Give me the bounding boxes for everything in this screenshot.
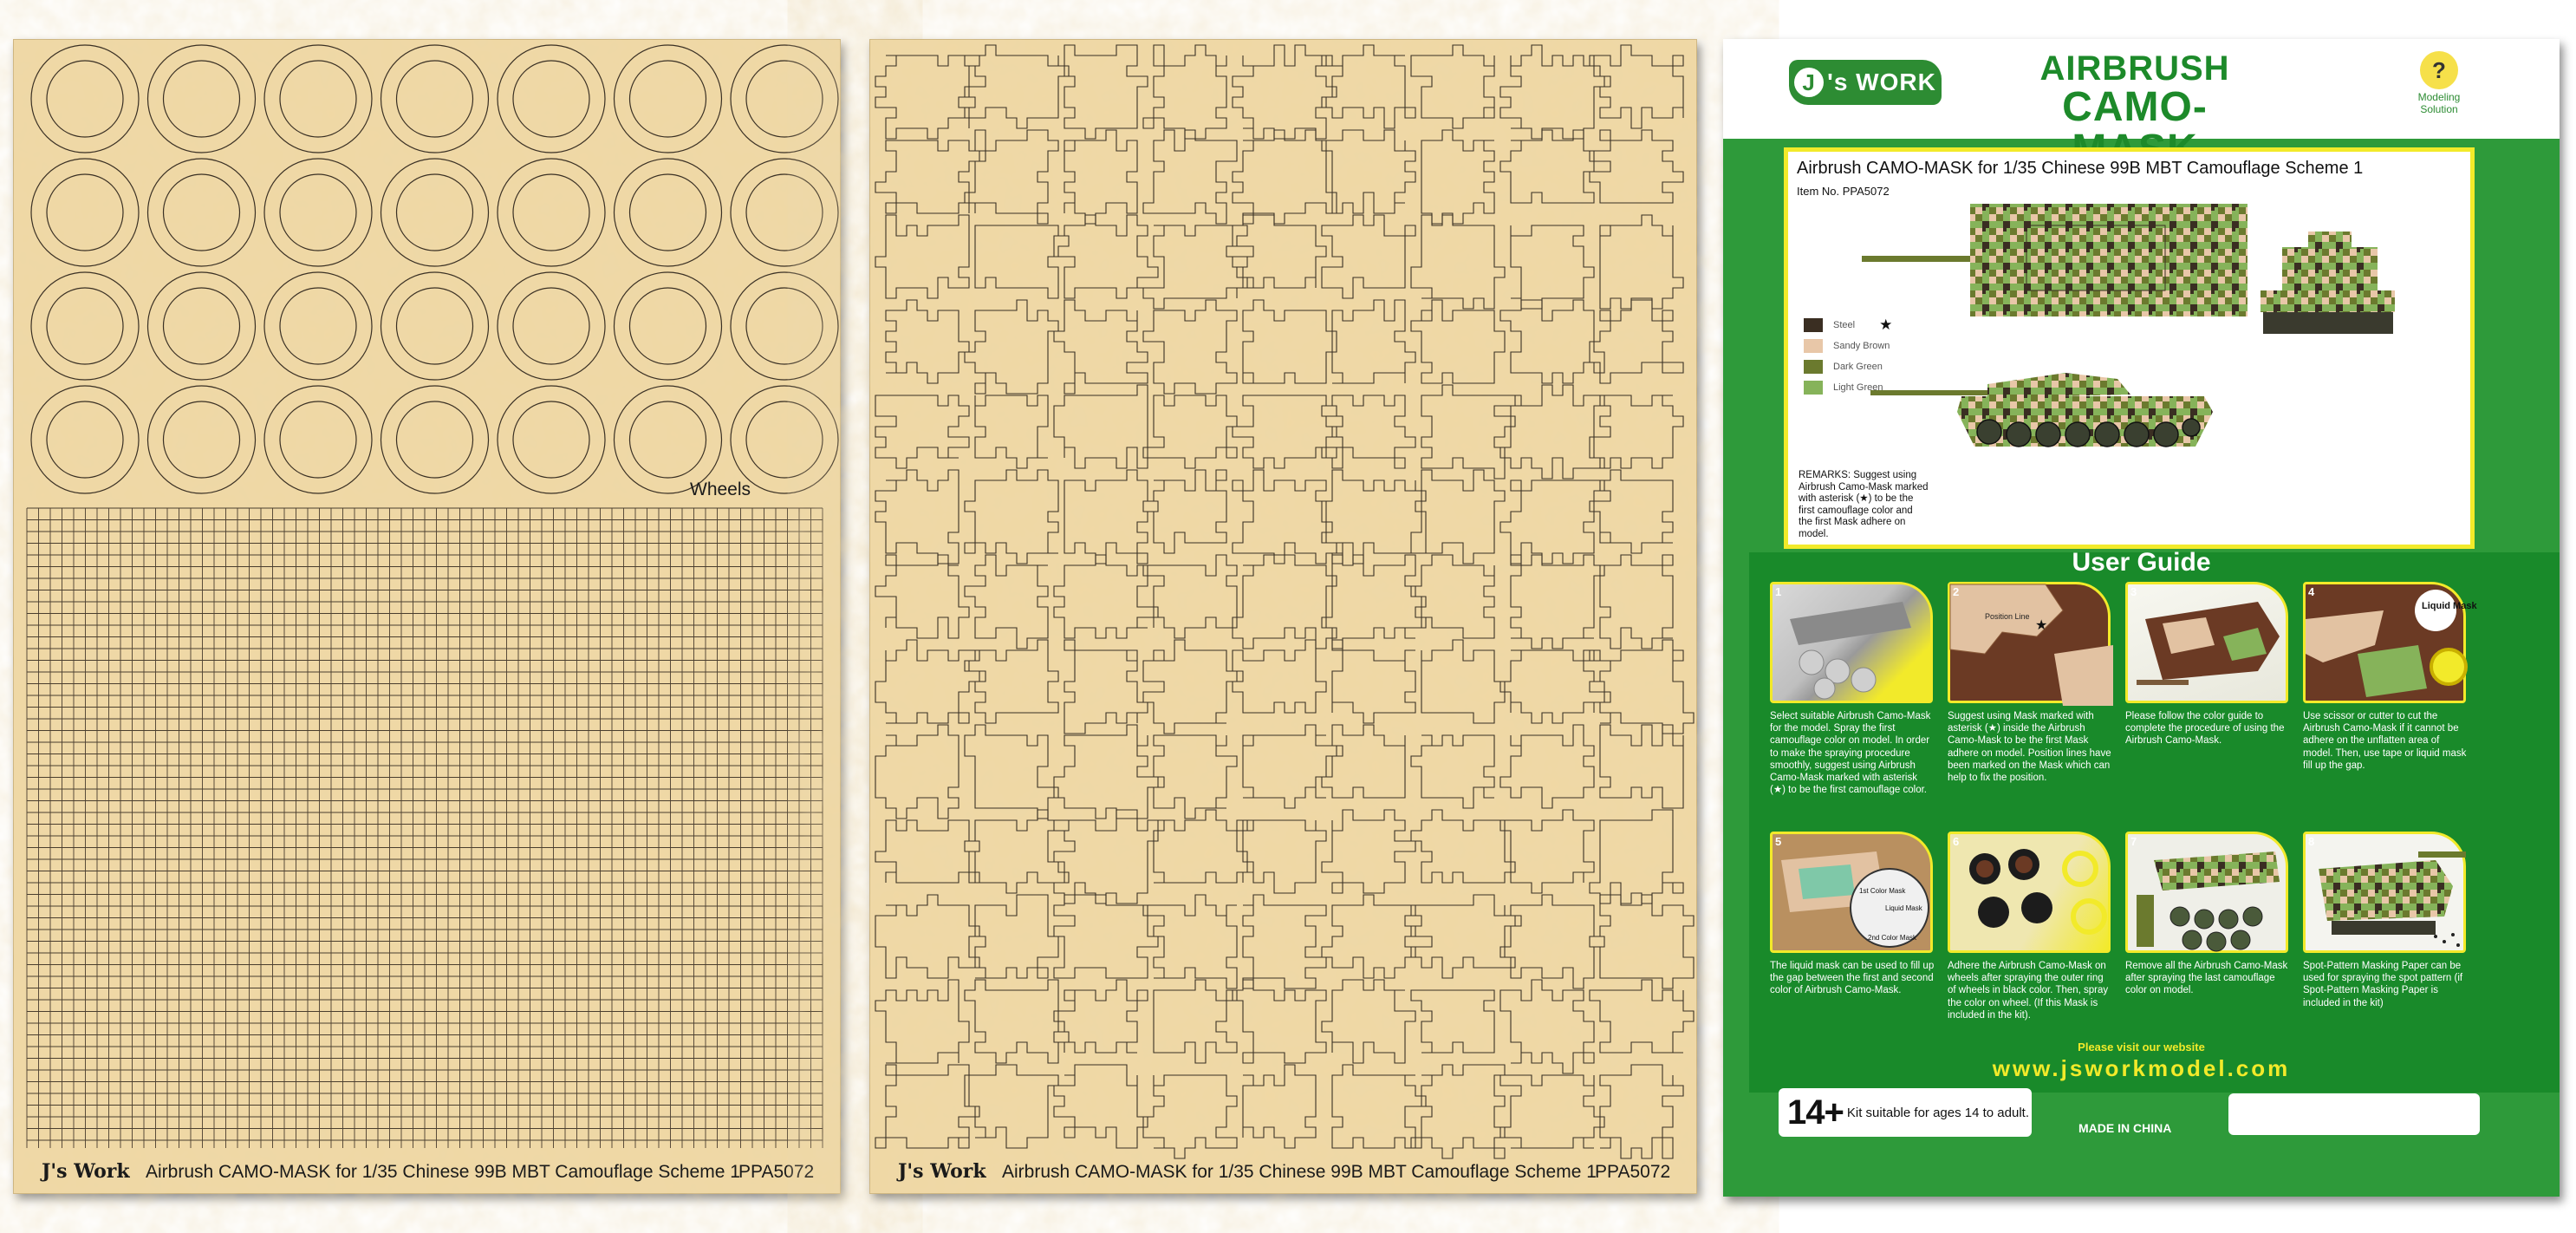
guide-step-2: [1948, 582, 2112, 784]
wheel-mask-ring: [746, 61, 823, 137]
camo-mask-piece: [1233, 980, 1326, 1063]
camo-mask-piece: [1600, 215, 1683, 309]
wheel-mask-ring: [280, 174, 356, 251]
camo-mask-piece: [965, 300, 1058, 394]
camo-mask-piece: [1322, 555, 1426, 649]
camo-mask-piece: [875, 895, 979, 978]
modeling-line-1: Modeling: [2417, 91, 2461, 103]
step-text: Please follow the color guide to complete the procedure of using the Airbrush Camo-Mask.: [2125, 711, 2285, 747]
step-text: Spot-Pattern Masking Paper can be used for spraying the spot pattern (if Spot-Pattern Masking Paper is included in the kit): [2303, 961, 2463, 1008]
step-number: 8: [2308, 835, 2315, 848]
step-number: 5: [1775, 835, 1782, 848]
wheel-mask-ring: [280, 288, 356, 364]
camo-mask-piece: [1322, 810, 1415, 893]
camo-mask-piece: [1411, 300, 1505, 383]
camo-mask-piece: [1411, 990, 1494, 1053]
camo-mask-piece: [1600, 725, 1683, 808]
guide-step-3: [2125, 582, 2290, 747]
camo-mask-piece: [1233, 45, 1337, 139]
camo-mask-piece: [1143, 1075, 1237, 1158]
color-swatch-steel: [1804, 318, 1823, 332]
camo-mask-piece: [1143, 395, 1237, 468]
color-swatch-sandy-brown: [1804, 339, 1823, 353]
camo-mask-piece: [875, 215, 969, 298]
wheel-mask-ring: [746, 174, 823, 251]
camo-mask-piece: [1590, 130, 1683, 203]
camo-pattern-pieces: [870, 40, 1696, 1158]
step-text: Select suitable Airbrush Camo-Mask for the model. Spray the first camouflage color on model. In order to make the spraying procedure smoothly, suggest using Airbrush Camo-Mask marked with asterisk (★) to be the first camouflage color.: [1770, 711, 1931, 796]
liquid-mask-label-2: Liquid Mask: [1885, 904, 1922, 912]
camo-mask-piece: [875, 470, 959, 564]
barcode-area: [2228, 1093, 2480, 1135]
camo-mask-piece: [965, 980, 1069, 1063]
camo-mask-piece: [1500, 1075, 1604, 1148]
step-number: 2: [1953, 585, 1960, 598]
camo-mask-piece: [1600, 555, 1673, 649]
wheel-mask-ring: [164, 288, 240, 364]
liquid-mask-label: Liquid Mask: [2422, 601, 2477, 611]
camo-mask-piece: [1421, 640, 1505, 723]
guide-step-8: [2303, 832, 2468, 1009]
camo-mask-piece: [1054, 215, 1158, 298]
wheel-mask-ring: [630, 174, 706, 251]
legend-label: Steel: [1833, 320, 1856, 330]
panel-title: Airbrush CAMO-MASK for 1/35 Chinese 99B MBT Camouflage Scheme 1: [1797, 159, 2364, 178]
wheel-mask-ring: [47, 288, 123, 364]
camo-mask-piece: [1233, 395, 1337, 468]
made-in-label: MADE IN CHINA: [2078, 1121, 2172, 1135]
camo-mask-piece: [1322, 725, 1405, 798]
step-photo: [1770, 582, 1933, 703]
camo-mask-piece: [875, 980, 969, 1063]
camo-mask-piece: [1243, 1065, 1316, 1148]
grid-mask: [27, 508, 837, 1154]
camo-mask-piece: [1590, 810, 1683, 904]
age-rating-text: Kit suitable for ages 14 to adult.: [1846, 1105, 2029, 1120]
camo-mask-piece: [1332, 640, 1415, 723]
wheel-mask-ring: [280, 61, 356, 137]
camo-mask-piece: [875, 395, 969, 468]
wheel-mask-ring: [746, 288, 823, 364]
first-color-mask-label: 1st Color Mask: [1859, 887, 1906, 895]
camo-mask-piece: [1322, 215, 1415, 298]
camo-mask-piece: [1590, 980, 1694, 1053]
wheel-mask-ring: [746, 401, 823, 478]
step-text: Adhere the Airbrush Camo-Mask on wheels after spraying the outer ring of wheels in black color. Then, spray the color on wheel. (If this Mask is included in the kit).: [1948, 961, 2109, 1021]
step-number: 4: [2308, 585, 2315, 598]
camo-mask-piece: [1154, 810, 1247, 883]
camo-mask-piece: [1322, 980, 1415, 1063]
camo-mask-piece: [875, 1065, 979, 1148]
camo-mask-piece: [1411, 735, 1494, 808]
step-photo: [2303, 832, 2466, 953]
wheel-mask-ring: [513, 288, 589, 364]
camo-mask-piece: [1054, 555, 1158, 638]
age-rating: 14+: [1787, 1093, 1844, 1132]
camo-mask-piece: [1243, 300, 1337, 383]
user-guide-title: User Guide: [2072, 548, 2211, 577]
camo-mask-piece: [965, 470, 1058, 564]
camo-mask-piece: [965, 45, 1069, 128]
modeling-line-2: Solution: [2420, 103, 2458, 115]
wheel-mask-ring: [397, 401, 473, 478]
camo-mask-piece: [875, 55, 979, 139]
wheel-mask-ring: [164, 401, 240, 478]
camo-mask-piece: [975, 895, 1058, 978]
step-text: Use scissor or cutter to cut the Airbrush Camo-Mask if it cannot be adhere on the unflatten area of model. Then, use tape or liquid mask fill up the gap.: [2303, 711, 2467, 771]
camo-mask-piece: [1143, 45, 1226, 139]
color-legend: [1804, 315, 1892, 398]
camo-mask-piece: [1590, 895, 1694, 988]
title-line-1: AIRBRUSH: [2039, 49, 2230, 88]
step-photo: [2303, 582, 2477, 703]
step-text: The liquid mask can be used to fill up the gap between the first and second color of Airbrush Camo-Mask.: [1770, 961, 1935, 996]
step-number: 3: [2130, 585, 2137, 598]
camo-mask-piece: [1054, 810, 1158, 904]
legend-label: Dark Green: [1833, 362, 1883, 372]
package-box: [1723, 39, 2560, 1197]
camo-mask-piece: [1500, 300, 1604, 383]
remarks-text: REMARKS: Suggest using Airbrush Camo-Mask marked with asterisk (★) to be the first camouflage color and the first Mask adhere on model.: [1799, 470, 1929, 539]
camo-mask-piece: [1143, 225, 1247, 309]
camo-mask-piece: [965, 640, 1058, 723]
star-icon: ★: [1879, 316, 1893, 333]
camo-mask-piece: [1143, 895, 1237, 988]
camo-mask-piece: [1411, 1065, 1505, 1158]
user-guide-section: [1749, 548, 2560, 1093]
camo-mask-piece: [965, 130, 1058, 224]
wheel-mask-ring: [397, 174, 473, 251]
camo-mask-piece: [1411, 215, 1505, 309]
camo-mask-piece: [1590, 45, 1683, 128]
wheel-mask-ring: [513, 61, 589, 137]
camo-mask-piece: [1500, 130, 1594, 203]
camo-mask-piece: [1500, 895, 1604, 988]
logo-j-icon: J: [1794, 68, 1824, 97]
camo-mask-piece: [1233, 640, 1326, 713]
camo-mask-piece: [886, 300, 969, 383]
camo-mask-piece: [1143, 640, 1237, 734]
legend-row: [1804, 356, 1892, 377]
wheel-mask-ring: [513, 401, 589, 478]
guide-step-6: [1948, 832, 2112, 1021]
camo-mask-piece: [975, 395, 1048, 468]
camo-mask-piece: [1233, 215, 1326, 288]
camo-mask-piece: [975, 225, 1069, 298]
guide-step-5: [1770, 832, 1935, 997]
wheel-mask-ring: [630, 288, 706, 364]
camo-mask-piece: [1054, 980, 1148, 1053]
legend-label: Sandy Brown: [1833, 341, 1890, 351]
tank-top-view: [1862, 204, 2247, 316]
camo-mask-piece: [1243, 820, 1326, 893]
mask-sheet-wheels: [13, 39, 841, 1194]
tank-front-view: [2261, 232, 2395, 334]
camo-mask-piece: [875, 555, 969, 638]
camo-mask-piece: [1411, 470, 1505, 564]
camo-mask-piece: [1500, 650, 1604, 723]
sheet-title: Airbrush CAMO-MASK for 1/35 Chinese 99B MBT Camouflage Scheme 1: [1002, 1162, 1597, 1182]
camo-mask-piece: [1332, 300, 1415, 383]
camo-mask-piece: [1500, 385, 1604, 479]
wheel-mask-ring: [47, 401, 123, 478]
camo-mask-piece: [1054, 725, 1158, 819]
camo-mask-piece: [1500, 725, 1594, 808]
box-header: [1723, 39, 2560, 139]
legend-row: [1804, 315, 1892, 336]
step-number: 6: [1953, 835, 1960, 848]
wheel-mask-ring: [630, 401, 706, 478]
camo-mask-piece: [1332, 1065, 1426, 1148]
item-number: Item No. PPA5072: [1797, 185, 1890, 198]
camo-mask-piece: [1590, 640, 1694, 734]
wheel-mask-ring: [280, 401, 356, 478]
guide-step-4: [2303, 582, 2477, 772]
age-rating-box: [1779, 1088, 2032, 1137]
camo-mask-piece: [965, 810, 1069, 893]
camo-mask-piece: [1143, 300, 1237, 394]
wheel-mask-ring: [264, 159, 372, 266]
camo-mask-piece: [1322, 130, 1415, 213]
camo-mask-piece: [1411, 810, 1515, 883]
wheel-mask-ring: [164, 174, 240, 251]
js-work-logo: [1789, 60, 1942, 105]
lightbulb-icon: ?: [2420, 51, 2458, 89]
camo-mask-piece: [1054, 385, 1148, 468]
camo-mask-piece: [1143, 130, 1237, 224]
camo-mask-piece: [1064, 130, 1137, 224]
logo-text: 's WORK: [1827, 68, 1936, 95]
step-text: Suggest using Mask marked with asterisk (★) inside the Airbrush Camo-Mask to be the first Mask adhere on model. Position lines have been marked on the Mask which can help to fix the position.: [1948, 711, 2111, 784]
color-swatch-dark-green: [1804, 360, 1823, 374]
wheel-mask-ring: [264, 272, 372, 380]
camo-mask-piece: [1500, 45, 1604, 139]
sheet-brand: J's Work: [42, 1160, 130, 1183]
tank-side-view: [1870, 373, 2213, 447]
website-link[interactable]: www.jsworkmodel.com: [1992, 1055, 2291, 1081]
camo-mask-piece: [1500, 480, 1604, 564]
legend-label: Light Green: [1833, 382, 1883, 393]
camo-mask-piece: [1322, 470, 1426, 564]
guide-step-1: [1770, 582, 1935, 796]
camo-mask-piece: [1600, 1065, 1683, 1158]
camo-mask-piece: [875, 725, 959, 819]
camo-mask-piece: [1243, 895, 1326, 988]
camo-mask-piece: [965, 555, 1048, 649]
sheet-code: PPA5072: [738, 1162, 815, 1182]
wheel-mask-ring: [513, 174, 589, 251]
position-line-label: Position Line: [1985, 612, 2030, 621]
camo-mask-piece: [875, 820, 979, 883]
mask-sheet-camo: [869, 39, 1697, 1194]
camo-mask-piece: [1590, 470, 1673, 553]
sheet-title: Airbrush CAMO-MASK for 1/35 Chinese 99B MBT Camouflage Scheme 1: [146, 1162, 740, 1182]
camo-mask-piece: [1054, 1065, 1148, 1148]
wheel-masks: [14, 40, 840, 499]
step-number: 7: [2130, 835, 2137, 848]
wheel-mask-ring: [47, 61, 123, 137]
legend-row: [1804, 377, 1892, 398]
step-photo: [1948, 582, 2111, 703]
wheel-mask-ring: [397, 288, 473, 364]
scheme-info-panel: [1784, 147, 2475, 549]
step-photo: [2125, 832, 2288, 953]
camo-mask-piece: [1511, 555, 1604, 649]
wheels-label: Wheels: [690, 480, 751, 499]
camo-mask-piece: [1590, 395, 1683, 468]
camo-mask-piece: [1322, 895, 1415, 978]
camo-mask-piece: [875, 640, 979, 723]
camo-mask-piece: [1054, 895, 1158, 978]
camo-mask-piece: [1500, 980, 1594, 1073]
wheel-mask-ring: [148, 159, 256, 266]
camo-mask-piece: [1143, 555, 1237, 638]
camo-mask-piece: [1233, 130, 1337, 224]
camo-mask-piece: [1500, 810, 1594, 893]
camo-mask-piece: [1421, 385, 1515, 479]
step-text: Remove all the Airbrush Camo-Mask after spraying the last camouflage color on model.: [2125, 961, 2288, 996]
second-color-mask-label: 2nd Color Mask: [1868, 934, 1917, 942]
title-line-2: CAMO-: [2062, 83, 2208, 130]
sheet-brand: J's Work: [898, 1160, 986, 1183]
camo-mask-piece: [1590, 300, 1683, 383]
legend-row: [1804, 336, 1892, 356]
camo-mask-piece: [965, 725, 1058, 819]
camo-mask-piece: [1411, 895, 1515, 978]
website-note: Please visit our website: [2078, 1041, 2205, 1054]
svg-text:★: ★: [2035, 618, 2048, 633]
sheet-code: PPA5072: [1595, 1162, 1671, 1182]
camo-mask-piece: [1064, 470, 1158, 564]
camo-mask-piece: [1054, 300, 1148, 394]
step-photo: [2125, 582, 2288, 703]
color-swatch-light-green: [1804, 381, 1823, 395]
camo-mask-piece: [1064, 45, 1148, 139]
camo-mask-piece: [1411, 45, 1494, 128]
camo-mask-piece: [1154, 735, 1237, 819]
camo-mask-piece: [1233, 470, 1337, 564]
wheel-mask-ring: [148, 272, 256, 380]
modeling-solution-logo: [2405, 51, 2473, 115]
step-photo: [1948, 832, 2111, 953]
camo-mask-piece: [1064, 640, 1148, 734]
guide-step-7: [2125, 832, 2290, 997]
camo-mask-piece: [1421, 130, 1494, 224]
camo-mask-piece: [1322, 395, 1415, 468]
wheel-mask-ring: [630, 61, 706, 137]
step-number: 1: [1775, 585, 1782, 598]
camo-mask-piece: [1233, 555, 1337, 649]
camo-mask-piece: [1243, 725, 1337, 808]
wheel-mask-ring: [164, 61, 240, 137]
camo-mask-piece: [1511, 225, 1594, 309]
step-photo: [1770, 832, 1933, 953]
wheel-mask-ring: [47, 174, 123, 251]
wheel-mask-ring: [397, 61, 473, 137]
camo-mask-piece: [1154, 980, 1237, 1063]
camo-mask-piece: [875, 140, 979, 213]
